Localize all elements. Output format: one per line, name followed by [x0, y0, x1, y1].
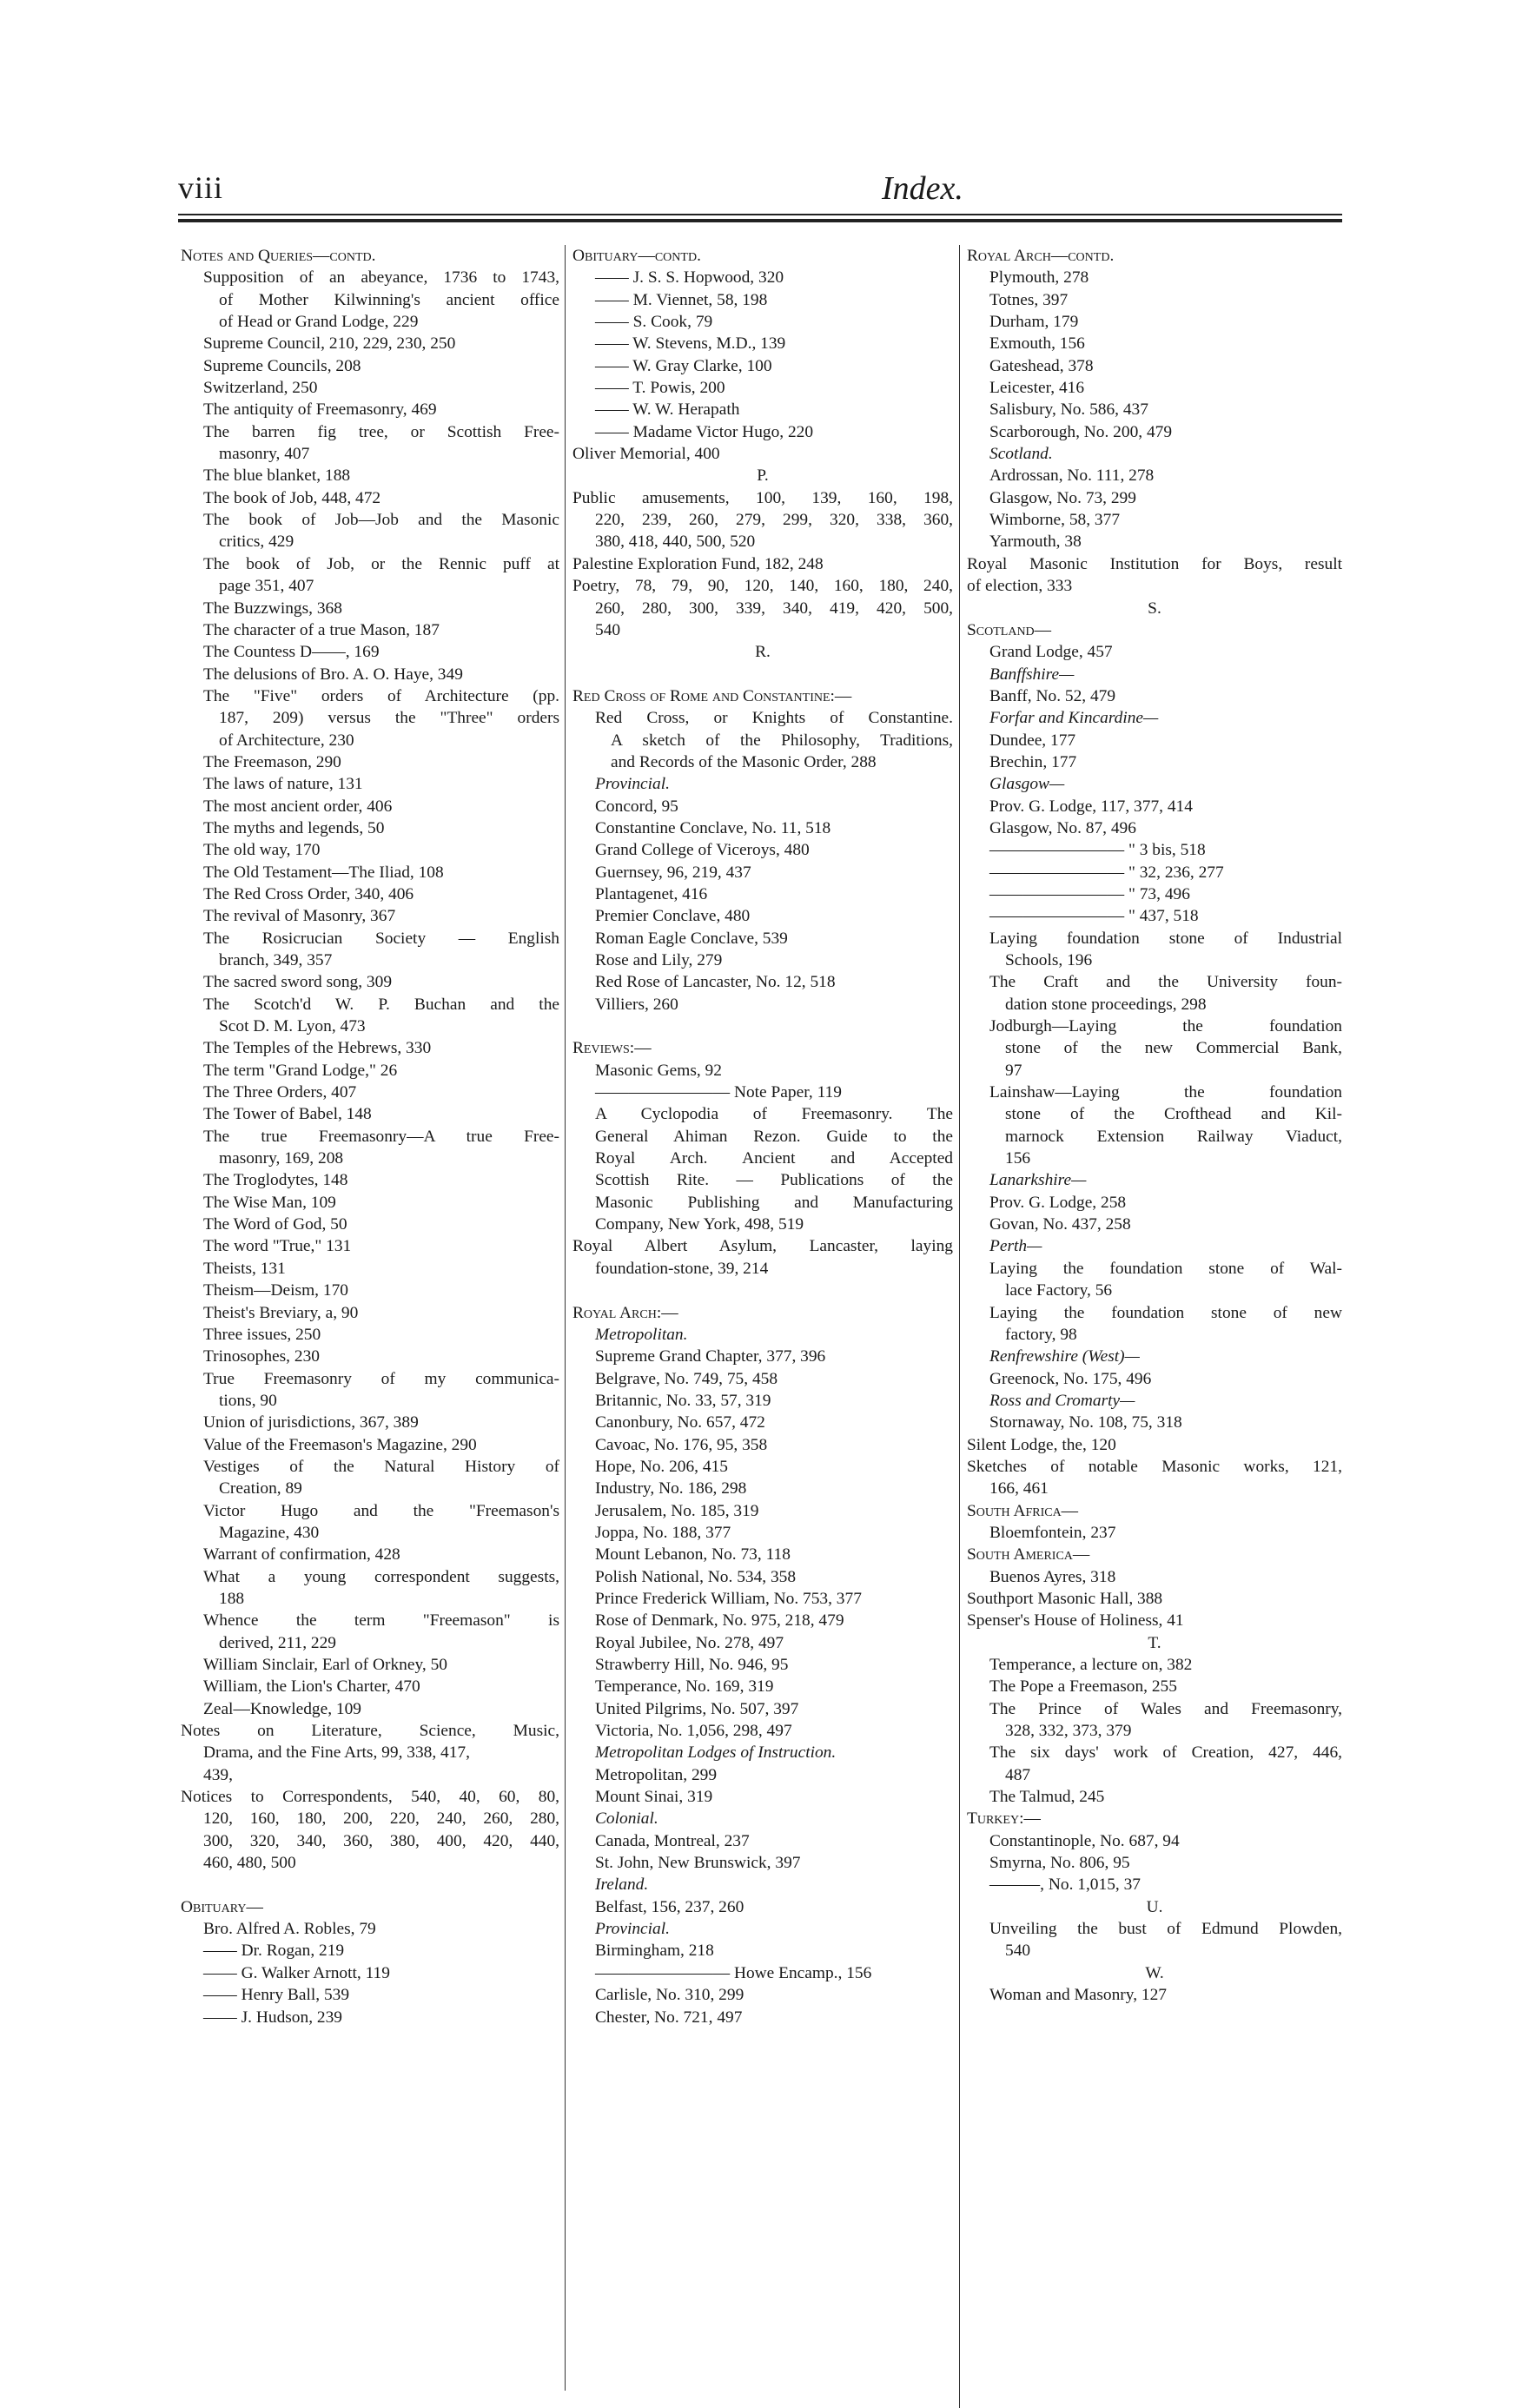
index-entry: Royal Jubilee, No. 278, 497 — [595, 1633, 784, 1652]
index-entry: Warrant of confirmation, 428 — [203, 1545, 400, 1565]
index-entry: Renfrewshire (West)— — [989, 1347, 1140, 1366]
index-entry: Chester, No. 721, 497 — [595, 2008, 743, 2027]
index-entry: Temperance, No. 169, 319 — [595, 1677, 774, 1697]
index-entry: Royal Masonic Institution for Boys, result — [967, 554, 1342, 573]
column-divider-1 — [565, 245, 566, 2391]
index-entry: Red Cross of Rome and Constantine:— — [572, 686, 852, 705]
index-entry: 156 — [1005, 1149, 1031, 1168]
index-entry: St. John, New Brunswick, 397 — [595, 1854, 801, 1873]
index-entry: Belfast, 156, 237, 260 — [595, 1897, 744, 1916]
index-entry: Theist's Breviary, a, 90 — [203, 1303, 359, 1322]
index-entry: Totnes, 397 — [989, 290, 1069, 309]
index-entry: —— S. Cook, 79 — [595, 313, 713, 332]
index-entry: The Three Orders, 407 — [203, 1083, 357, 1102]
index-entry: The Scotch'd W. P. Buchan and the — [203, 995, 559, 1014]
index-entry: Notes on Literature, Science, Music, — [181, 1722, 559, 1741]
page-header — [178, 169, 1342, 213]
index-entry: Rose of Denmark, No. 975, 218, 479 — [595, 1611, 844, 1631]
index-entry: Colonial. — [595, 1809, 658, 1829]
index-entry: of Architecture, 230 — [219, 731, 354, 750]
index-entry: Guernsey, 96, 219, 437 — [595, 863, 751, 882]
index-entry: The six days' work of Creation, 427, 446, — [989, 1743, 1342, 1763]
index-entry: Salisbury, No. 586, 437 — [989, 400, 1148, 420]
index-entry: Cavoac, No. 176, 95, 358 — [595, 1435, 768, 1454]
index-entry: masonry, 169, 208 — [219, 1149, 344, 1168]
index-entry: Switzerland, 250 — [203, 379, 318, 398]
index-entry: —— J. Hudson, 239 — [203, 2008, 342, 2027]
index-entry: Provincial. — [595, 1920, 670, 1939]
index-entry: Unveiling the bust of Edmund Plowden, — [989, 1920, 1342, 1939]
index-entry: The old way, 170 — [203, 841, 321, 860]
index-entry: Company, New York, 498, 519 — [595, 1215, 804, 1234]
index-entry: The Red Cross Order, 340, 406 — [203, 884, 414, 903]
index-entry: Southport Masonic Hall, 388 — [967, 1589, 1163, 1608]
index-entry: Oliver Memorial, 400 — [572, 445, 720, 464]
index-entry: South Africa— — [967, 1501, 1079, 1520]
index-entry: ———————— " 3 bis, 518 — [989, 841, 1206, 860]
index-entry: Rose and Lily, 279 — [595, 951, 723, 969]
index-entry: masonry, 407 — [219, 445, 310, 464]
index-entry: —— Henry Ball, 539 — [203, 1986, 350, 2005]
index-entry: Masonic Publishing and Manufacturing — [595, 1193, 953, 1212]
index-entry: Britannic, No. 33, 57, 319 — [595, 1391, 771, 1410]
index-entry: Prince Frederick William, No. 753, 377 — [595, 1589, 862, 1608]
index-entry: Gateshead, 378 — [989, 356, 1094, 375]
index-entry: Laying the foundation stone of Wal- — [989, 1259, 1342, 1278]
index-entry: —— W. W. Herapath — [595, 400, 740, 420]
index-entry: Vestiges of the Natural History of — [203, 1457, 559, 1476]
index-entry: Glasgow, No. 87, 496 — [989, 818, 1136, 837]
index-entry: Canonbury, No. 657, 472 — [595, 1413, 765, 1432]
index-entry: The barren fig tree, or Scottish Free- — [203, 422, 559, 441]
index-entry: marnock Extension Railway Viaduct, — [1005, 1127, 1342, 1146]
index-entry: P. — [757, 466, 769, 486]
index-entry: The book of Job, 448, 472 — [203, 488, 381, 507]
index-entry: Obituary— — [181, 1897, 263, 1916]
index-column-3 — [967, 245, 1342, 2007]
index-entry: Trinosophes, 230 — [203, 1347, 320, 1366]
index-entry: page 351, 407 — [219, 577, 314, 596]
index-entry: Bloemfontein, 237 — [989, 1523, 1116, 1542]
index-entry: Turkey:— — [967, 1809, 1041, 1829]
index-entry — [572, 1280, 953, 1301]
index-entry: Brechin, 177 — [989, 752, 1077, 771]
index-entry: The Troglodytes, 148 — [203, 1171, 348, 1190]
index-entry: Silent Lodge, the, 120 — [967, 1435, 1116, 1454]
index-entry: Public amusements, 100, 139, 160, 198, — [572, 488, 953, 507]
index-entry — [181, 1874, 559, 1895]
index-entry: Drama, and the Fine Arts, 99, 338, 417, — [203, 1743, 470, 1763]
index-entry: Royal Arch:— — [572, 1303, 678, 1322]
index-entry: Hope, No. 206, 415 — [595, 1457, 728, 1476]
index-entry: The "Five" orders of Architecture (pp. — [203, 686, 559, 705]
index-entry: ———————— Howe Encamp., 156 — [595, 1963, 872, 1982]
index-entry: The true Freemasonry—A true Free- — [203, 1127, 559, 1146]
index-entry: ———————— " 32, 236, 277 — [989, 863, 1224, 882]
index-entry: Smyrna, No. 806, 95 — [989, 1854, 1130, 1873]
index-entry: The Prince of Wales and Freemasonry, — [989, 1699, 1342, 1718]
index-entry: ———————— Note Paper, 119 — [595, 1083, 842, 1102]
page-number: viii — [178, 170, 224, 205]
index-entry: Sketches of notable Masonic works, 121, — [967, 1457, 1342, 1476]
index-entry: Grand College of Viceroys, 480 — [595, 841, 810, 860]
index-entry: —— M. Viennet, 58, 198 — [595, 290, 768, 309]
index-entry: Plymouth, 278 — [989, 268, 1089, 288]
index-entry: William, the Lion's Charter, 470 — [203, 1677, 420, 1697]
index-entry: —— J. S. S. Hopwood, 320 — [595, 268, 784, 288]
index-entry: Exmouth, 156 — [989, 334, 1085, 354]
index-column-2 — [572, 245, 953, 2028]
index-entry: A sketch of the Philosophy, Traditions, — [611, 731, 953, 750]
index-entry: Scotland— — [967, 620, 1052, 639]
index-entry: Scotland. — [989, 445, 1053, 464]
index-entry: 540 — [595, 620, 621, 639]
index-entry: Zeal—Knowledge, 109 — [203, 1699, 362, 1718]
index-entry: William Sinclair, Earl of Orkney, 50 — [203, 1656, 447, 1674]
index-entry: T. — [1148, 1633, 1161, 1652]
index-entry: 380, 418, 440, 500, 520 — [595, 533, 756, 552]
index-entry: S. — [1148, 599, 1161, 618]
index-entry: The book of Job—Job and the Masonic — [203, 511, 559, 530]
index-entry: W. — [1145, 1963, 1164, 1982]
index-entry: Supreme Council, 210, 229, 230, 250 — [203, 334, 456, 354]
index-entry: Three issues, 250 — [203, 1325, 321, 1344]
index-entry: Creation, 89 — [219, 1479, 302, 1498]
index-entry: True Freemasonry of my communica- — [203, 1369, 559, 1388]
index-entry: Yarmouth, 38 — [989, 533, 1082, 552]
index-entry: Value of the Freemason's Magazine, 290 — [203, 1435, 477, 1454]
index-entry: Woman and Masonry, 127 — [989, 1986, 1167, 2005]
index-entry: Joppa, No. 188, 377 — [595, 1523, 731, 1542]
index-entry: ———————— " 73, 496 — [989, 884, 1190, 903]
index-entry: Premier Conclave, 480 — [595, 907, 751, 926]
index-entry: Durham, 179 — [989, 313, 1079, 332]
index-entry: Industry, No. 186, 298 — [595, 1479, 747, 1498]
index-entry: Constantine Conclave, No. 11, 518 — [595, 818, 831, 837]
index-entry: and Records of the Masonic Order, 288 — [611, 752, 877, 771]
index-entry: branch, 349, 357 — [219, 951, 333, 969]
index-entry: Red Cross, or Knights of Constantine. — [595, 709, 953, 728]
header-rule-thick — [178, 219, 1342, 222]
index-entry: Red Rose of Lancaster, No. 12, 518 — [595, 973, 836, 992]
index-entry: Laying foundation stone of Industrial — [989, 929, 1342, 948]
index-entry: The Tower of Babel, 148 — [203, 1105, 372, 1124]
index-entry: Prov. G. Lodge, 258 — [989, 1193, 1127, 1212]
index-entry: Canada, Montreal, 237 — [595, 1831, 750, 1850]
index-entry: 220, 239, 260, 279, 299, 320, 338, 360, — [595, 511, 953, 530]
index-entry: Whence the term "Freemason" is — [203, 1611, 559, 1631]
index-entry: Laying the foundation stone of new — [989, 1303, 1342, 1322]
index-entry: General Ahiman Rezon. Guide to the — [595, 1127, 953, 1146]
index-entry: Concord, 95 — [595, 797, 678, 816]
index-entry: Strawberry Hill, No. 946, 95 — [595, 1656, 789, 1674]
index-entry: The Craft and the University foun- — [989, 973, 1342, 992]
index-entry: foundation-stone, 39, 214 — [595, 1259, 769, 1278]
index-entry: Supreme Grand Chapter, 377, 396 — [595, 1347, 826, 1366]
index-entry: 97 — [1005, 1061, 1022, 1080]
index-entry: dation stone proceedings, 298 — [1005, 995, 1207, 1014]
index-entry: The laws of nature, 131 — [203, 775, 363, 794]
index-entry: Metropolitan, 299 — [595, 1765, 718, 1784]
index-entry: The myths and legends, 50 — [203, 818, 385, 837]
index-entry: —— W. Stevens, M.D., 139 — [595, 334, 786, 354]
index-entry: Provincial. — [595, 775, 670, 794]
index-entry: The sacred sword song, 309 — [203, 973, 393, 992]
index-entry: Royal Arch—contd. — [967, 247, 1115, 265]
index-entry: 260, 280, 300, 339, 340, 419, 420, 500, — [595, 599, 953, 618]
index-entry: Supreme Councils, 208 — [203, 356, 361, 375]
index-entry: 188 — [219, 1589, 245, 1608]
index-entry: of election, 333 — [967, 577, 1073, 596]
index-entry: Royal Albert Asylum, Lancaster, laying — [572, 1237, 953, 1256]
index-entry: Carlisle, No. 310, 299 — [595, 1986, 744, 2005]
index-entry: Schools, 196 — [1005, 951, 1093, 969]
index-entry: Ireland. — [595, 1875, 649, 1895]
index-entry: of Head or Grand Lodge, 229 — [219, 313, 419, 332]
index-entry: Bro. Alfred A. Robles, 79 — [203, 1920, 376, 1939]
index-entry: The blue blanket, 188 — [203, 466, 351, 486]
index-entry: Metropolitan Lodges of Instruction. — [595, 1743, 837, 1763]
index-entry: Polish National, No. 534, 358 — [595, 1567, 797, 1586]
index-entry: 328, 332, 373, 379 — [1005, 1722, 1132, 1741]
index-entry: of Mother Kilwinning's ancient office — [219, 290, 559, 309]
index-entry: Plantagenet, 416 — [595, 884, 708, 903]
index-entry: Theism—Deism, 170 — [203, 1281, 348, 1300]
index-entry: ———, No. 1,015, 37 — [989, 1875, 1141, 1895]
index-entry: Notes and Queries—contd. — [181, 247, 376, 265]
index-entry: Supposition of an abeyance, 1736 to 1743, — [203, 268, 559, 288]
index-entry: Temperance, a lecture on, 382 — [989, 1656, 1193, 1674]
index-entry: R. — [755, 643, 771, 662]
index-entry: Grand Lodge, 457 — [989, 643, 1113, 662]
index-entry: —— G. Walker Arnott, 119 — [203, 1963, 390, 1982]
index-entry: What a young correspondent suggests, — [203, 1567, 559, 1586]
index-entry: stone of the Crofthead and Kil- — [1005, 1105, 1342, 1124]
index-entry: 540 — [1005, 1942, 1031, 1961]
index-entry: The word "True," 131 — [203, 1237, 352, 1256]
index-entry: Spenser's House of Holiness, 41 — [967, 1611, 1184, 1631]
index-entry: The Temples of the Hebrews, 330 — [203, 1039, 432, 1058]
header-rule-thin — [178, 214, 1342, 215]
index-entry: Jodburgh—Laying the foundation — [989, 1017, 1342, 1036]
index-entry: —— Dr. Rogan, 219 — [203, 1942, 345, 1961]
index-entry: Reviews:— — [572, 1039, 652, 1058]
index-entry: The Talmud, 245 — [989, 1788, 1105, 1807]
index-entry: The Old Testament—The Iliad, 108 — [203, 863, 444, 882]
index-entry: —— W. Gray Clarke, 100 — [595, 356, 772, 375]
index-entry: Roman Eagle Conclave, 539 — [595, 929, 788, 948]
index-entry: Leicester, 416 — [989, 379, 1085, 398]
index-entry: Lainshaw—Laying the foundation — [989, 1083, 1342, 1102]
index-column-1 — [181, 245, 559, 2028]
index-entry: The Wise Man, 109 — [203, 1193, 336, 1212]
index-entry: Victoria, No. 1,056, 298, 497 — [595, 1722, 792, 1741]
index-entry: The Buzzwings, 368 — [203, 599, 342, 618]
index-entry: Metropolitan. — [595, 1325, 688, 1344]
index-entry: Prov. G. Lodge, 117, 377, 414 — [989, 797, 1193, 816]
index-entry: 439, — [203, 1765, 233, 1784]
index-entry: Scarborough, No. 200, 479 — [989, 422, 1173, 441]
index-entry: The book of Job, or the Rennic puff at — [203, 554, 559, 573]
index-entry: Ardrossan, No. 111, 278 — [989, 466, 1155, 486]
index-entry: tions, 90 — [219, 1391, 277, 1410]
column-divider-2 — [959, 245, 960, 2408]
index-entry: Theists, 131 — [203, 1259, 286, 1278]
index-entry: 187, 209) versus the "Three" orders — [219, 709, 559, 728]
index-entry: The Pope a Freemason, 255 — [989, 1677, 1177, 1697]
index-entry: Victor Hugo and the "Freemason's — [203, 1501, 559, 1520]
index-entry: Scottish Rite. — Publications of the — [595, 1171, 953, 1190]
page-title: Index. — [882, 170, 963, 207]
index-entry: Greenock, No. 175, 496 — [989, 1369, 1152, 1388]
index-entry: Wimborne, 58, 377 — [989, 511, 1121, 530]
index-entry: The Rosicrucian Society — English — [203, 929, 559, 948]
index-entry: Birmingham, 218 — [595, 1942, 714, 1961]
index-entry: Mount Lebanon, No. 73, 118 — [595, 1545, 791, 1565]
index-entry: Mount Sinai, 319 — [595, 1788, 713, 1807]
index-entry: Glasgow— — [989, 775, 1065, 794]
index-entry — [572, 1015, 953, 1037]
index-entry: derived, 211, 229 — [219, 1633, 336, 1652]
index-entry: 166, 461 — [989, 1479, 1049, 1498]
index-entry: 487 — [1005, 1765, 1031, 1784]
index-entry: Banffshire— — [989, 665, 1075, 684]
index-entry: The most ancient order, 406 — [203, 797, 393, 816]
index-entry: ———————— " 437, 518 — [989, 907, 1199, 926]
index-entry: Banff, No. 52, 479 — [989, 686, 1116, 705]
index-entry: Royal Arch. Ancient and Accepted — [595, 1149, 953, 1168]
index-entry: Jerusalem, No. 185, 319 — [595, 1501, 759, 1520]
index-entry: stone of the new Commercial Bank, — [1005, 1039, 1342, 1058]
index-entry: Masonic Gems, 92 — [595, 1061, 722, 1080]
index-entry: Scot D. M. Lyon, 473 — [219, 1017, 366, 1036]
index-entry: Stornaway, No. 108, 75, 318 — [989, 1413, 1182, 1432]
index-entry: U. — [1146, 1897, 1163, 1916]
index-entry: Lanarkshire— — [989, 1171, 1087, 1190]
index-entry: The term "Grand Lodge," 26 — [203, 1061, 398, 1080]
index-entry: Notices to Correspondents, 540, 40, 60, 80, — [181, 1788, 559, 1807]
index-entry: The delusions of Bro. A. O. Haye, 349 — [203, 665, 463, 684]
index-entry: 300, 320, 340, 360, 380, 400, 420, 440, — [203, 1831, 559, 1850]
index-entry: Constantinople, No. 687, 94 — [989, 1831, 1180, 1850]
index-entry: Ross and Cromarty— — [989, 1391, 1135, 1410]
index-entry: Poetry, 78, 79, 90, 120, 140, 160, 180, 240, — [572, 577, 953, 596]
index-entry: Govan, No. 437, 258 — [989, 1215, 1131, 1234]
index-entry: Obituary—contd. — [572, 247, 701, 265]
index-entry: United Pilgrims, No. 507, 397 — [595, 1699, 799, 1718]
index-entry: The antiquity of Freemasonry, 469 — [203, 400, 437, 420]
index-entry: Union of jurisdictions, 367, 389 — [203, 1413, 419, 1432]
index-entry: 460, 480, 500 — [203, 1854, 296, 1873]
index-entry: —— T. Powis, 200 — [595, 379, 725, 398]
index-entry: South America— — [967, 1545, 1090, 1565]
index-entry: A Cyclopodia of Freemasonry. The — [595, 1105, 953, 1124]
index-entry: factory, 98 — [1005, 1325, 1077, 1344]
index-entry: 120, 160, 180, 200, 220, 240, 260, 280, — [203, 1809, 559, 1829]
index-entry: Forfar and Kincardine— — [989, 709, 1159, 728]
index-entry: critics, 429 — [219, 533, 294, 552]
index-entry: Buenos Ayres, 318 — [989, 1567, 1116, 1586]
index-entry: Magazine, 430 — [219, 1523, 320, 1542]
index-entry: Glasgow, No. 73, 299 — [989, 488, 1136, 507]
index-entry: The character of a true Mason, 187 — [203, 620, 440, 639]
index-entry: —— Madame Victor Hugo, 220 — [595, 422, 814, 441]
index-entry: The Countess D——, 169 — [203, 643, 380, 662]
index-entry: lace Factory, 56 — [1005, 1281, 1113, 1300]
index-entry: Belgrave, No. 749, 75, 458 — [595, 1369, 778, 1388]
index-entry: The Word of God, 50 — [203, 1215, 347, 1234]
index-entry: Palestine Exploration Fund, 182, 248 — [572, 554, 824, 573]
index-entry: Perth— — [989, 1237, 1042, 1256]
index-entry — [572, 664, 953, 685]
index-entry: The Freemason, 290 — [203, 752, 341, 771]
index-entry: The revival of Masonry, 367 — [203, 907, 396, 926]
index-entry: Villiers, 260 — [595, 995, 678, 1014]
index-entry: Dundee, 177 — [989, 731, 1076, 750]
